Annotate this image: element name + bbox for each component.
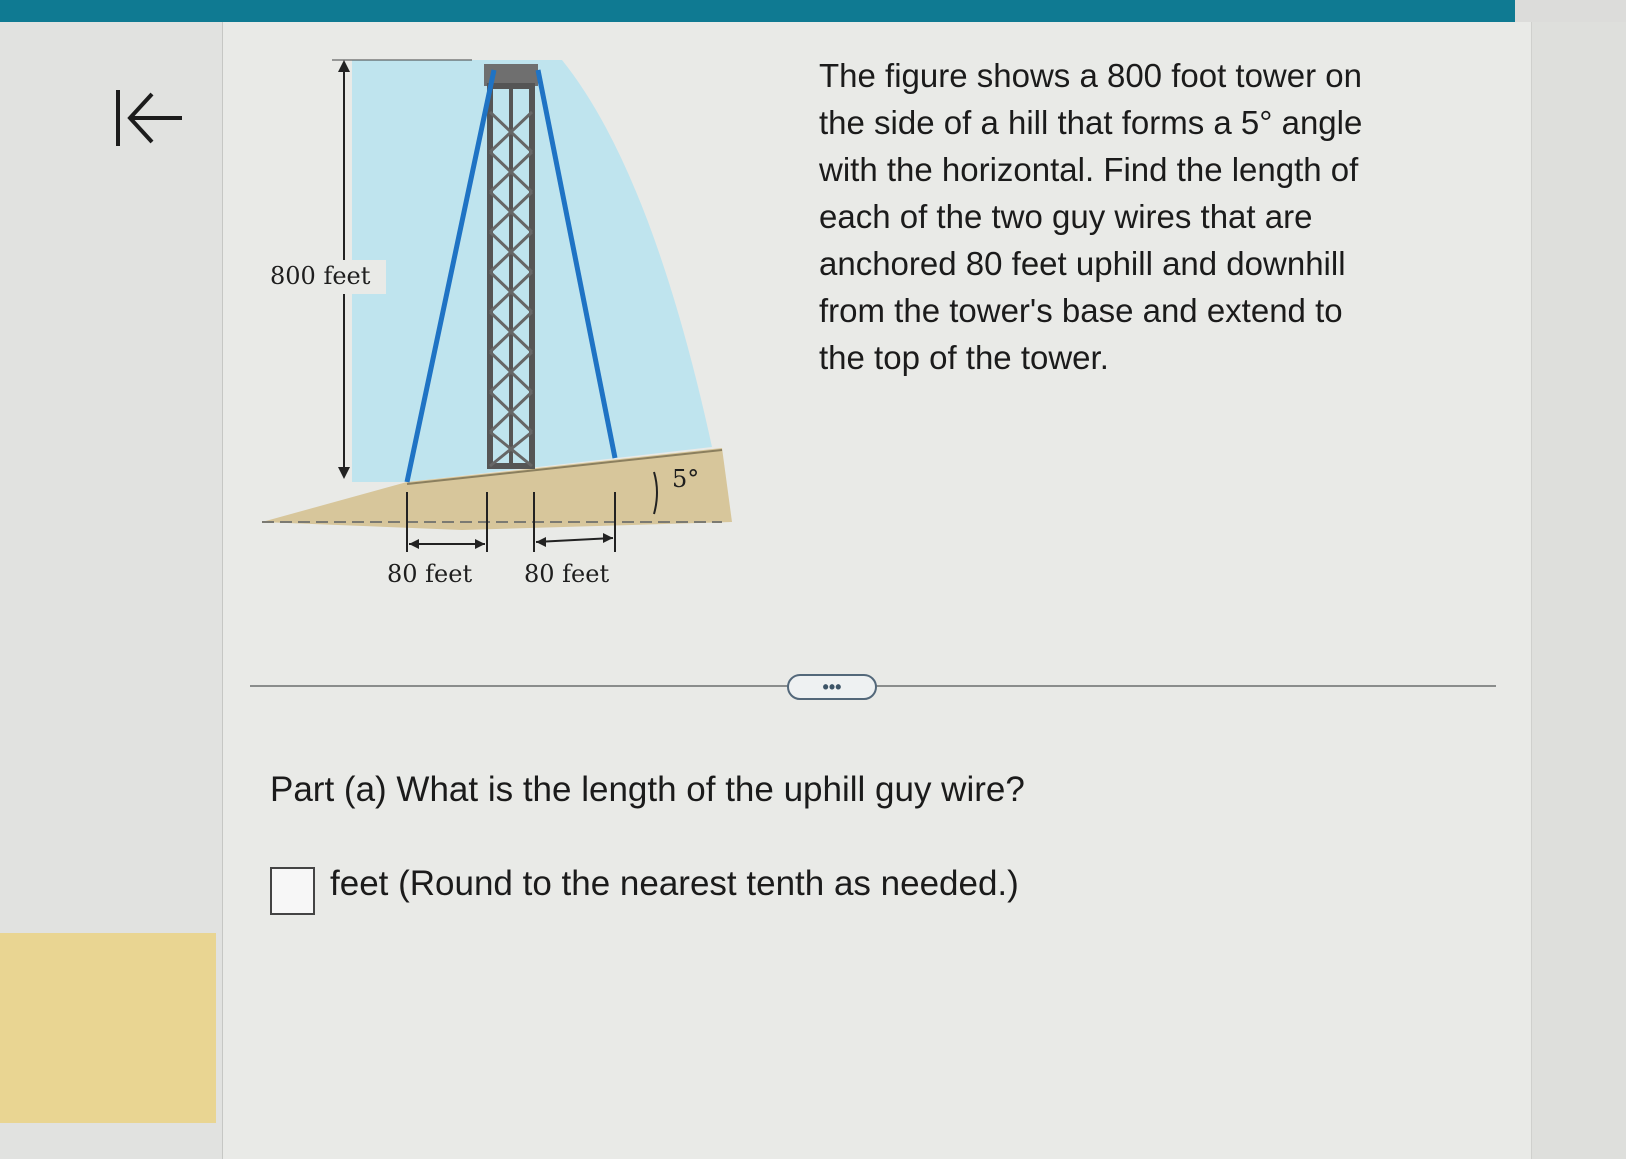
problem-line: with the horizontal. Find the length of	[819, 151, 1359, 188]
right-distance-label: 80 feet	[524, 560, 610, 588]
problem-statement	[819, 52, 1459, 381]
tower-figure	[262, 52, 762, 622]
problem-line: anchored 80 feet uphill and downhill	[819, 245, 1346, 282]
problem-line: the top of the tower.	[819, 339, 1109, 376]
angle-label: 5°	[672, 465, 700, 493]
problem-line: the side of a hill that forms a 5° angle	[819, 104, 1363, 141]
height-label: 800 feet	[270, 262, 371, 290]
expand-more-button[interactable]: •••	[787, 674, 877, 700]
problem-line: from the tower's base and extend to	[819, 292, 1343, 329]
problem-line: The figure shows a 800 foot tower on	[819, 57, 1362, 94]
right-panel	[1531, 22, 1626, 1159]
left-distance-label: 80 feet	[387, 560, 473, 588]
answer-unit-label: feet (Round to the nearest tenth as needed.)	[330, 864, 1019, 903]
first-page-arrow-icon[interactable]	[112, 86, 188, 150]
problem-line: each of the two guy wires that are	[819, 198, 1313, 235]
top-bar	[0, 0, 1515, 22]
top-bar-edge	[1515, 0, 1626, 22]
left-panel-highlight	[0, 933, 216, 1123]
tower-lattice	[484, 64, 538, 466]
answer-input[interactable]	[270, 867, 315, 915]
part-a-question: Part (a) What is the length of the uphill guy wire?	[270, 770, 1025, 809]
